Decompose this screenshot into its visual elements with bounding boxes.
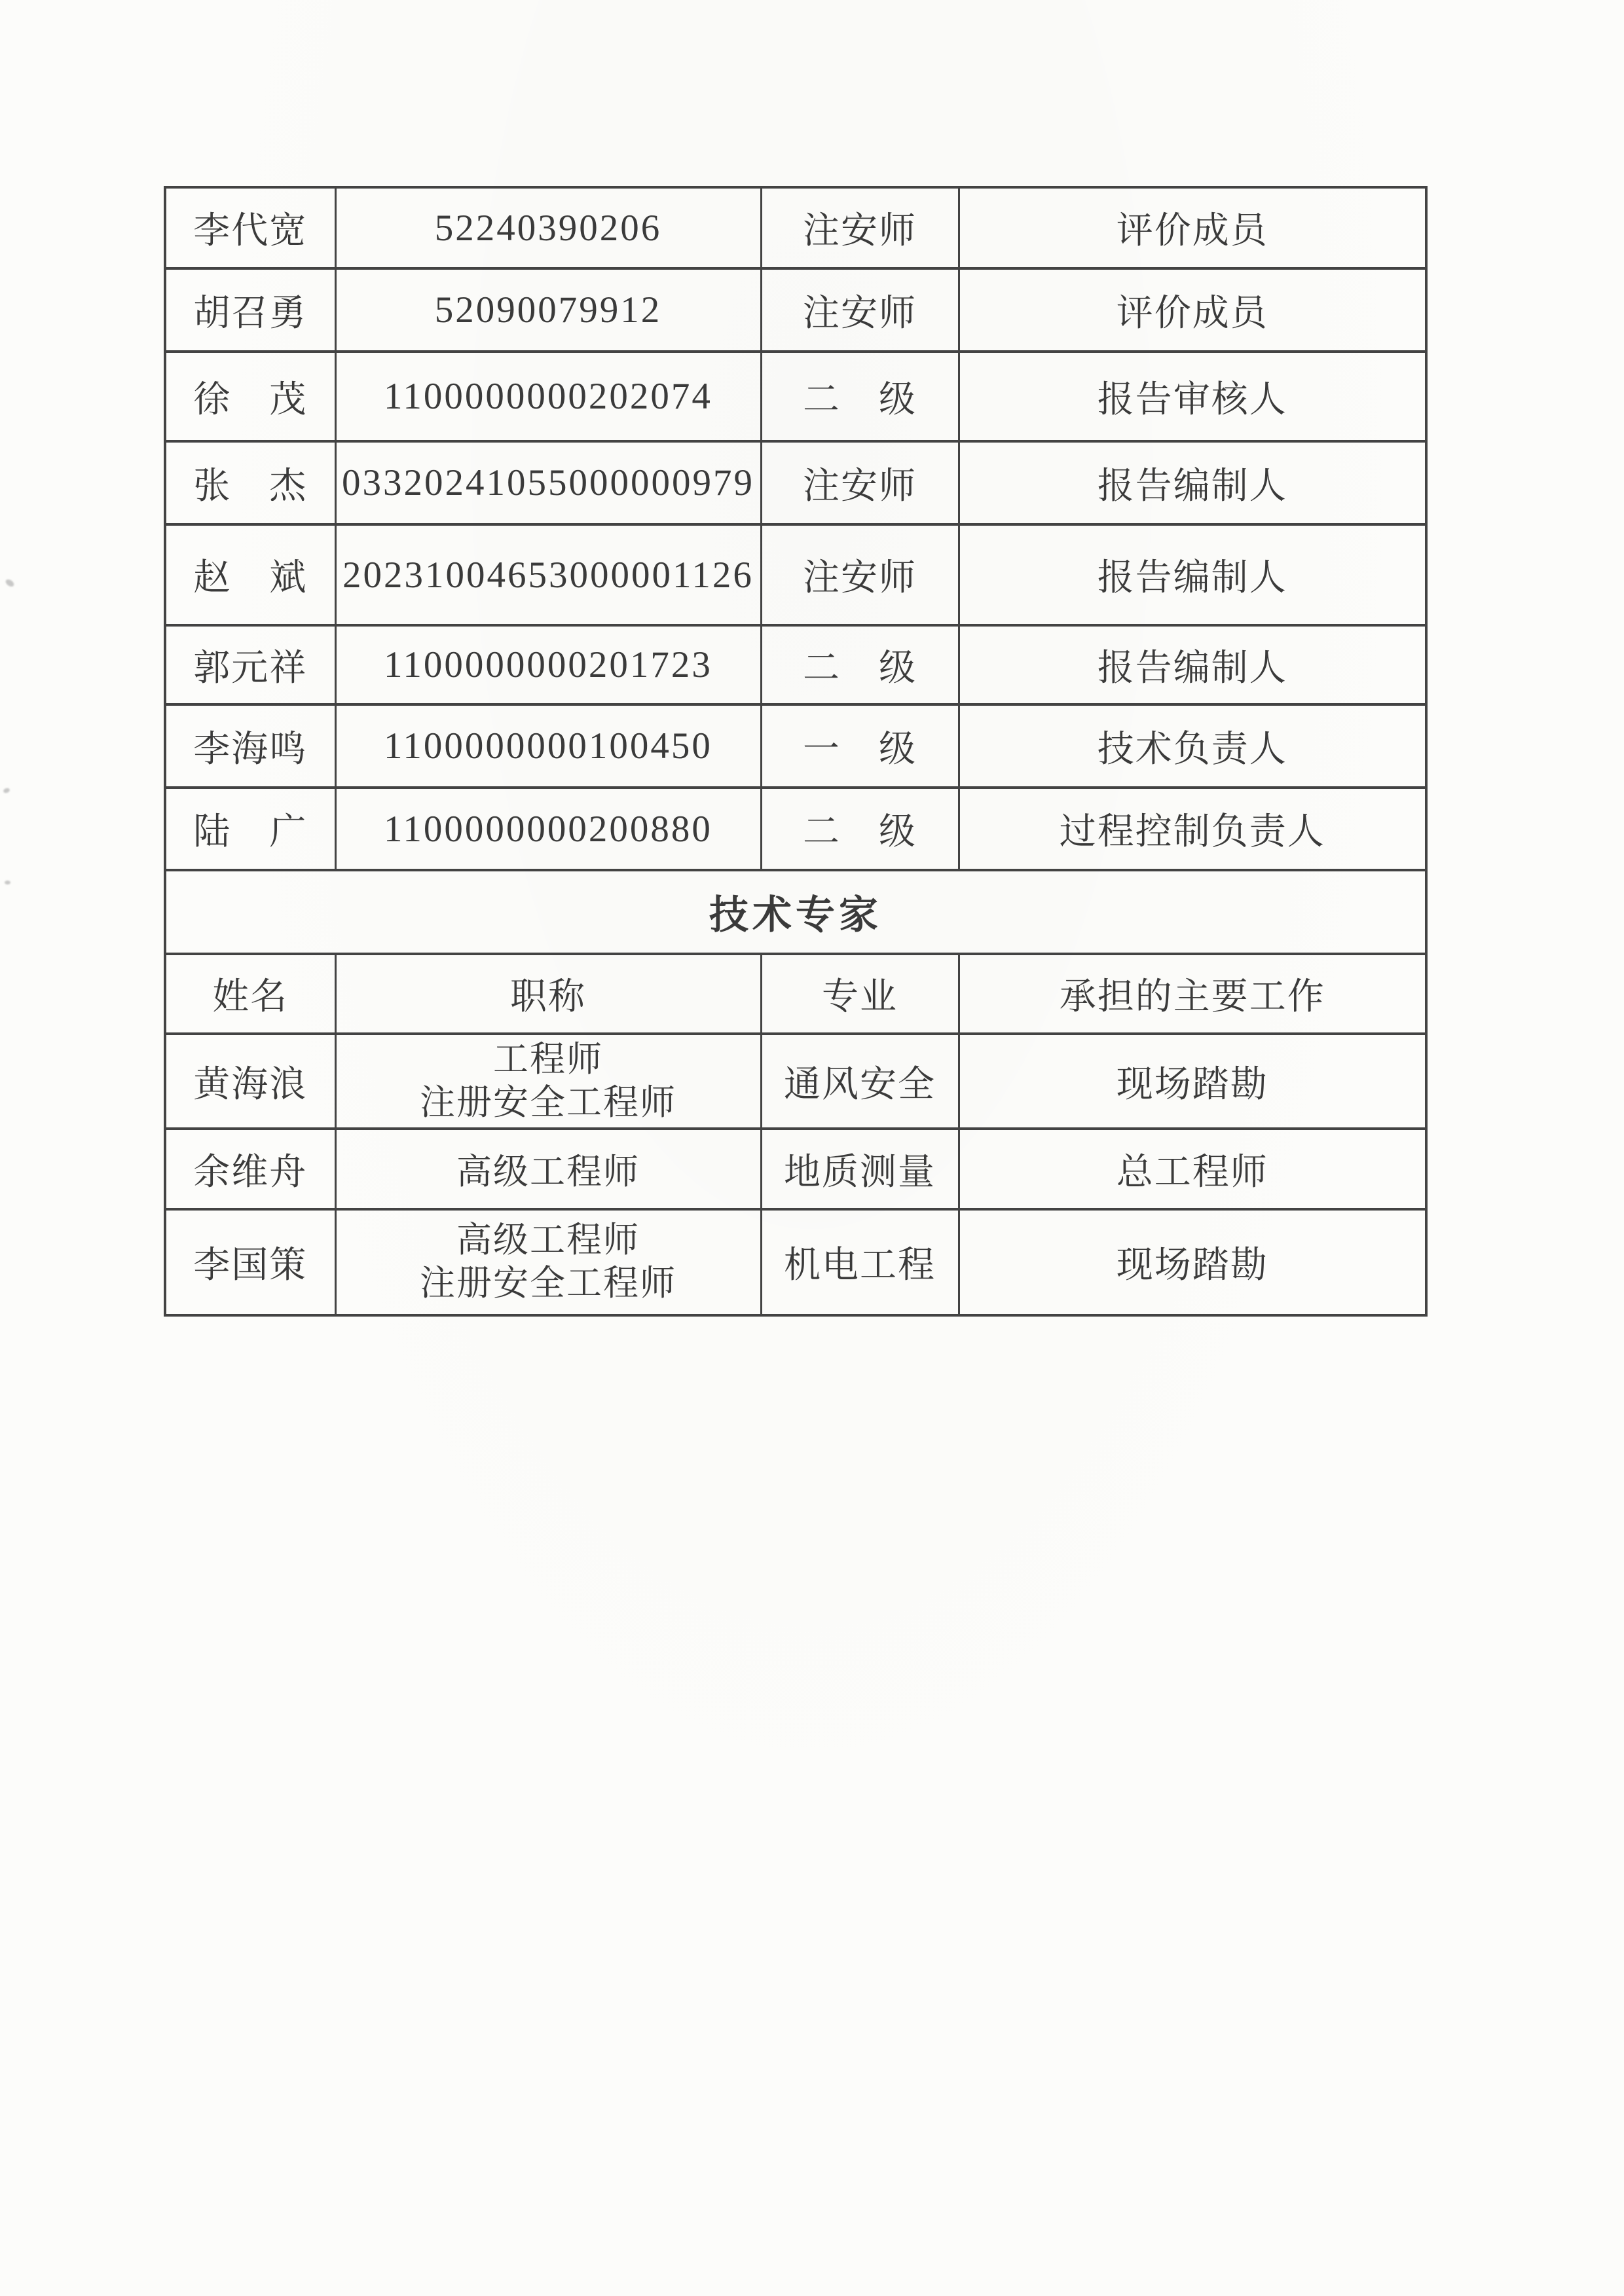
cell-work: 总工程师 <box>959 1129 1426 1209</box>
cell-role: 技术负责人 <box>959 704 1426 788</box>
cell-name: 李国策 <box>165 1209 335 1315</box>
title-line: 高级工程师 <box>456 1220 640 1260</box>
table-row <box>165 352 1426 441</box>
scan-artifact <box>3 788 10 794</box>
cell-name: 李代宽 <box>165 187 335 268</box>
cell-role: 报告审核人 <box>959 352 1426 441</box>
cell-title: 高级工程师 <box>335 1129 761 1209</box>
cell-cert-no: 03320241055000000979 <box>335 441 761 524</box>
column-header-name: 姓名 <box>165 954 335 1034</box>
cell-cert-no: 52090079912 <box>335 268 761 352</box>
section-title: 技术专家 <box>165 870 1426 954</box>
cell-name: 徐 茂 <box>165 352 335 441</box>
cell-name: 陆 广 <box>165 788 335 870</box>
cell-name: 郭元祥 <box>165 625 335 704</box>
cell-level: 注安师 <box>761 268 959 352</box>
cell-name: 余维舟 <box>165 1129 335 1209</box>
table-row <box>165 268 1426 352</box>
table-row <box>165 788 1426 870</box>
cell-level: 二 级 <box>761 352 959 441</box>
cell-title <box>335 1209 761 1315</box>
cell-name: 李海鸣 <box>165 704 335 788</box>
cell-level: 二 级 <box>761 788 959 870</box>
expert-header-row <box>165 954 1426 1034</box>
table-row <box>165 524 1426 625</box>
cell-work: 现场踏勘 <box>959 1209 1426 1315</box>
cell-level: 注安师 <box>761 187 959 268</box>
table-row <box>165 187 1426 268</box>
title-line: 工程师 <box>493 1039 603 1079</box>
cell-major: 地质测量 <box>761 1129 959 1209</box>
cell-name: 赵 斌 <box>165 524 335 625</box>
column-header-major: 专业 <box>761 954 959 1034</box>
scan-artifact <box>5 881 10 884</box>
scan-artifact <box>5 578 16 588</box>
cell-title <box>335 1034 761 1129</box>
cell-work: 现场踏勘 <box>959 1034 1426 1129</box>
section-header-row <box>165 870 1426 954</box>
cell-cert-no: 52240390206 <box>335 187 761 268</box>
cell-role: 过程控制负责人 <box>959 788 1426 870</box>
column-header-work: 承担的主要工作 <box>959 954 1426 1034</box>
cell-cert-no: 1100000000100450 <box>335 704 761 788</box>
expert-row <box>165 1209 1426 1315</box>
cell-major: 通风安全 <box>761 1034 959 1129</box>
cell-name: 胡召勇 <box>165 268 335 352</box>
personnel-table <box>164 186 1428 1317</box>
table-row <box>165 625 1426 704</box>
cell-role: 报告编制人 <box>959 625 1426 704</box>
title-line: 注册安全工程师 <box>420 1082 676 1122</box>
cell-level: 一 级 <box>761 704 959 788</box>
cell-role: 报告编制人 <box>959 524 1426 625</box>
cell-major: 机电工程 <box>761 1209 959 1315</box>
expert-row <box>165 1129 1426 1209</box>
cell-name: 黄海浪 <box>165 1034 335 1129</box>
cell-cert-no: 1100000000201723 <box>335 625 761 704</box>
cell-role: 评价成员 <box>959 187 1426 268</box>
title-line: 注册安全工程师 <box>420 1264 676 1303</box>
cell-level: 二 级 <box>761 625 959 704</box>
cell-role: 报告编制人 <box>959 441 1426 524</box>
column-header-title: 职称 <box>335 954 761 1034</box>
cell-level: 注安师 <box>761 441 959 524</box>
cell-role: 评价成员 <box>959 268 1426 352</box>
cell-cert-no: 20231004653000001126 <box>335 524 761 625</box>
cell-level: 注安师 <box>761 524 959 625</box>
expert-row <box>165 1034 1426 1129</box>
table-row <box>165 441 1426 524</box>
table-row <box>165 704 1426 788</box>
cell-name: 张 杰 <box>165 441 335 524</box>
cell-cert-no: 1100000000200880 <box>335 788 761 870</box>
cell-cert-no: 1100000000202074 <box>335 352 761 441</box>
